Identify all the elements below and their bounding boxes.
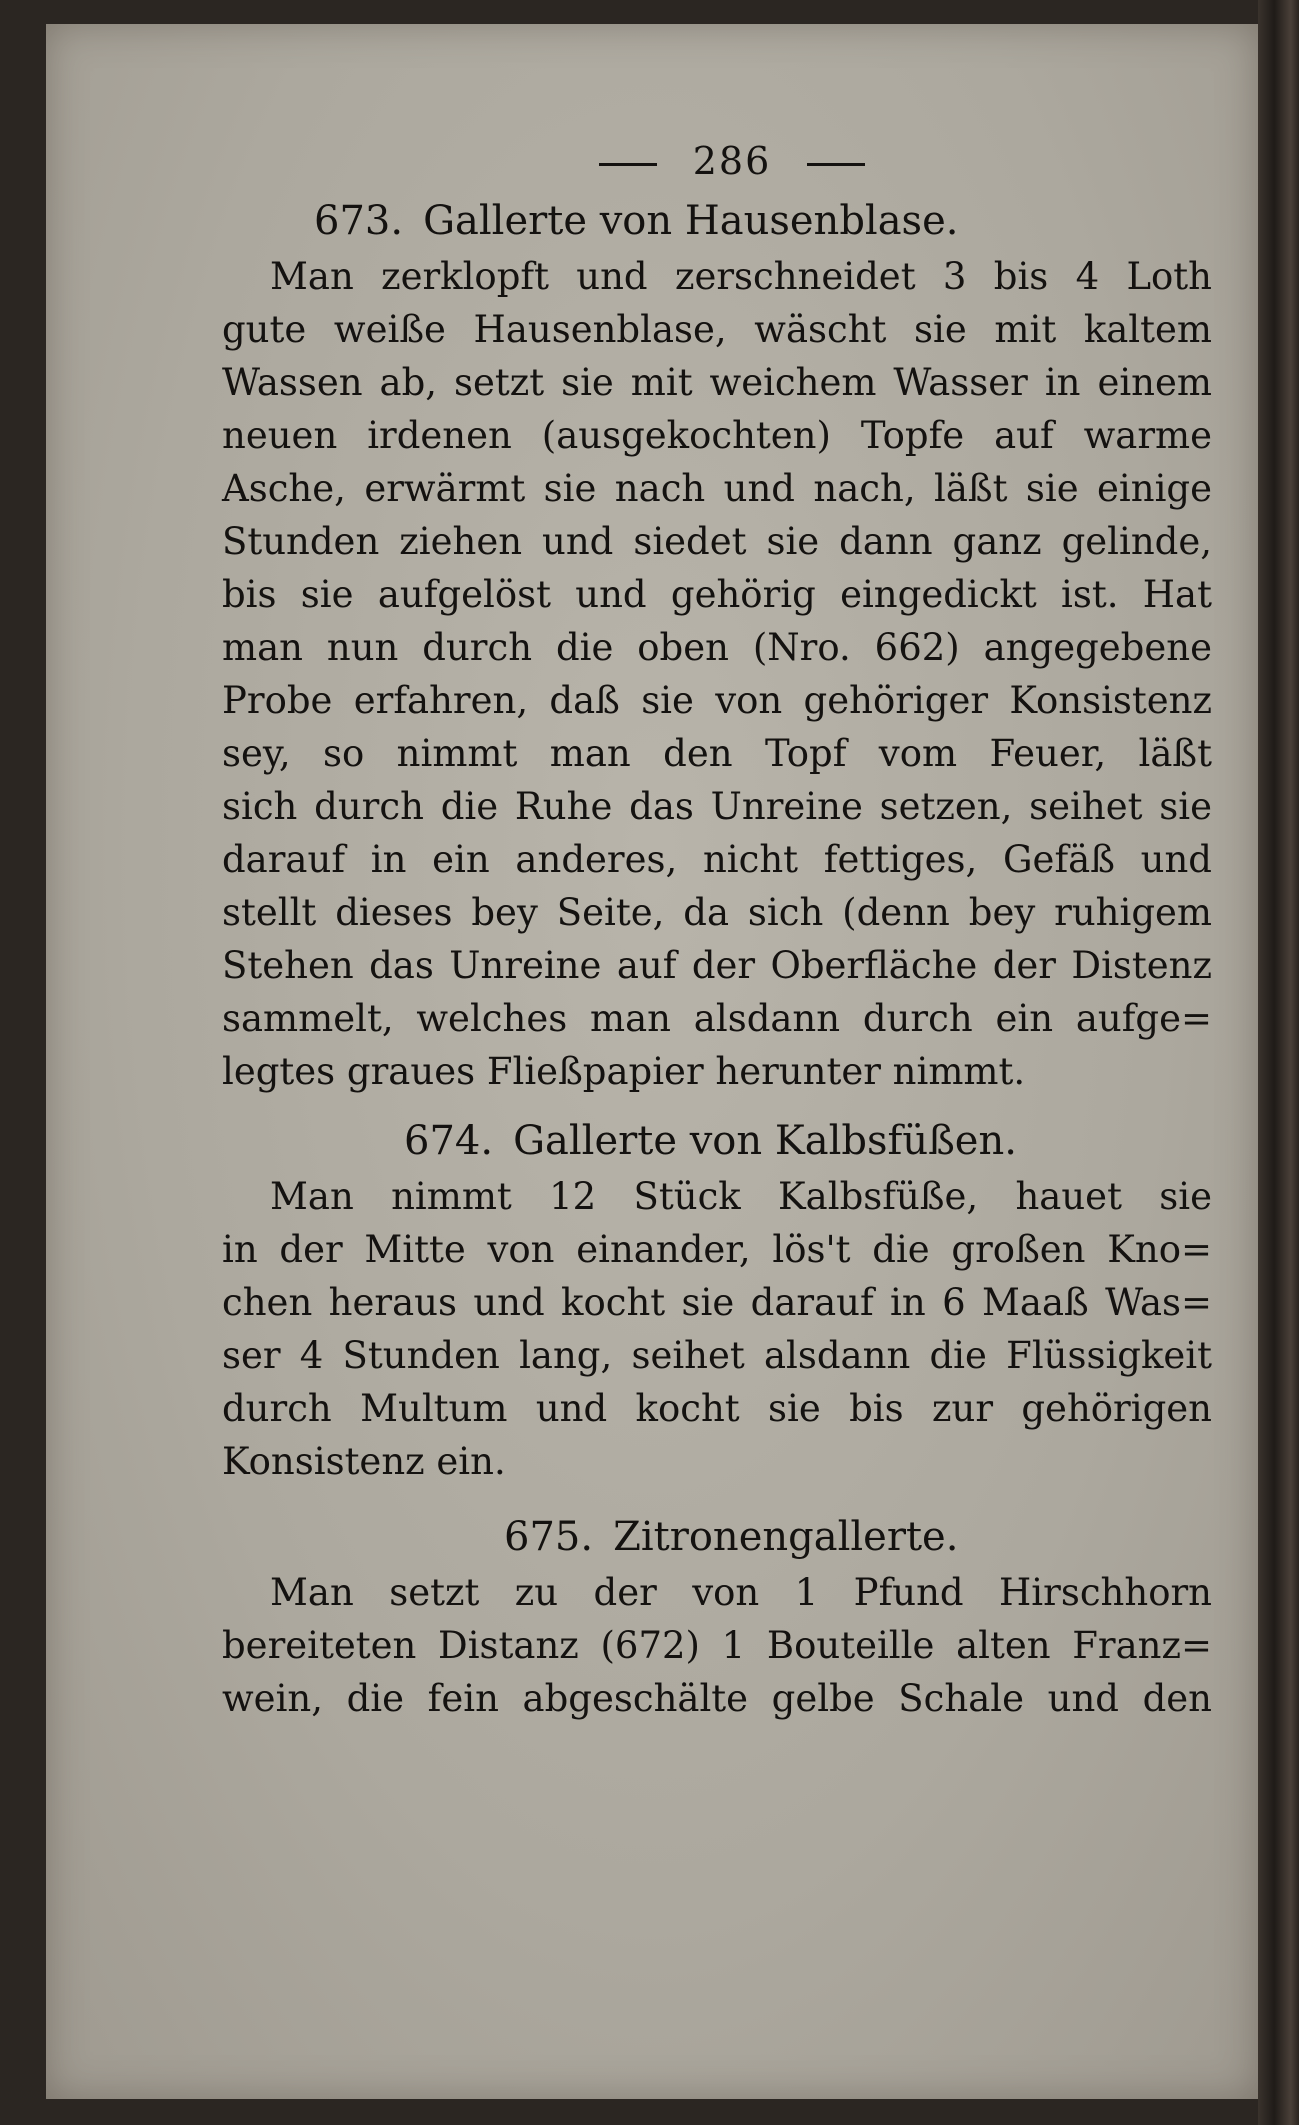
page-number: 286 bbox=[692, 139, 772, 183]
text-line: Stunden ziehen und siedet sie dann ganz gelinde, bbox=[222, 520, 1212, 563]
section-heading-675 bbox=[222, 1508, 1212, 1566]
text-line: Wassen ab, setzt sie mit weichem Wasser in einem bbox=[222, 361, 1212, 404]
page-text bbox=[222, 130, 1212, 1725]
text-line: ser 4 Stunden lang, seihet alsdann die Flüssigkeit bbox=[222, 1334, 1212, 1377]
text-line: Man setzt zu der von 1 Pfund Hirschhorn bbox=[270, 1571, 1212, 1614]
section-gap bbox=[222, 1488, 1212, 1508]
section-gap bbox=[222, 1098, 1212, 1112]
text-line: Konsistenz ein. bbox=[222, 1440, 506, 1483]
text-line: legtes graues Fließpapier herunter nimmt. bbox=[222, 1050, 1026, 1093]
text-line: wein, die fein abgeschälte gelbe Schale und den bbox=[222, 1677, 1212, 1720]
dash-left bbox=[599, 163, 657, 166]
text-line: durch Multum und kocht sie bis zur gehörigen bbox=[222, 1387, 1212, 1430]
text-line: Asche, erwärmt sie nach und nach, läßt sie einige bbox=[222, 467, 1212, 510]
text-line: neuen irdenen (ausgekochten) Topfe auf warme bbox=[222, 414, 1212, 457]
text-line: stellt dieses bey Seite, da sich (denn bey ruhigem bbox=[222, 891, 1212, 934]
text-line: bereiteten Distanz (672) 1 Bouteille alten Franz= bbox=[222, 1624, 1212, 1667]
book-gutter bbox=[1258, 0, 1299, 2125]
text-line: sich durch die Ruhe das Unreine setzen, seihet sie bbox=[222, 785, 1212, 828]
text-line: Probe erfahren, daß sie von gehöriger Konsistenz bbox=[222, 679, 1212, 722]
text-line: sey, so nimmt man den Topf vom Feuer, läßt bbox=[222, 732, 1212, 775]
text-line: Man zerklopft und zerschneidet 3 bis 4 Loth bbox=[270, 255, 1212, 298]
section-title: Gallerte von Hausenblase. bbox=[423, 198, 959, 244]
section-number: 675. bbox=[504, 1514, 594, 1560]
section-title: Zitronengallerte. bbox=[613, 1514, 959, 1560]
section-heading-674 bbox=[222, 1112, 1212, 1170]
section-number: 674. bbox=[404, 1118, 494, 1164]
section-title: Gallerte von Kalbsfüßen. bbox=[513, 1118, 1017, 1164]
text-line: in der Mitte von einander, lös't die großen Kno= bbox=[222, 1228, 1212, 1271]
text-line: sammelt, welches man alsdann durch ein aufge= bbox=[222, 997, 1212, 1040]
section-heading-673 bbox=[222, 192, 1212, 250]
text-line: gute weiße Hausenblase, wäscht sie mit kaltem bbox=[222, 308, 1212, 351]
text-line: Man nimmt 12 Stück Kalbsfüße, hauet sie bbox=[270, 1175, 1212, 1218]
text-line: chen heraus und kocht sie darauf in 6 Maaß Was= bbox=[222, 1281, 1212, 1324]
text-line: Stehen das Unreine auf der Oberfläche der Distenz bbox=[222, 944, 1212, 987]
text-line: bis sie aufgelöst und gehörig eingedickt ist. Hat bbox=[222, 573, 1212, 616]
dash-right bbox=[807, 163, 865, 166]
page-number-line bbox=[252, 130, 1212, 192]
section-number: 673. bbox=[314, 198, 404, 244]
text-line: darauf in ein anderes, nicht fettiges, Gefäß und bbox=[222, 838, 1212, 881]
text-line: man nun durch die oben (Nro. 662) angegebene bbox=[222, 626, 1212, 669]
